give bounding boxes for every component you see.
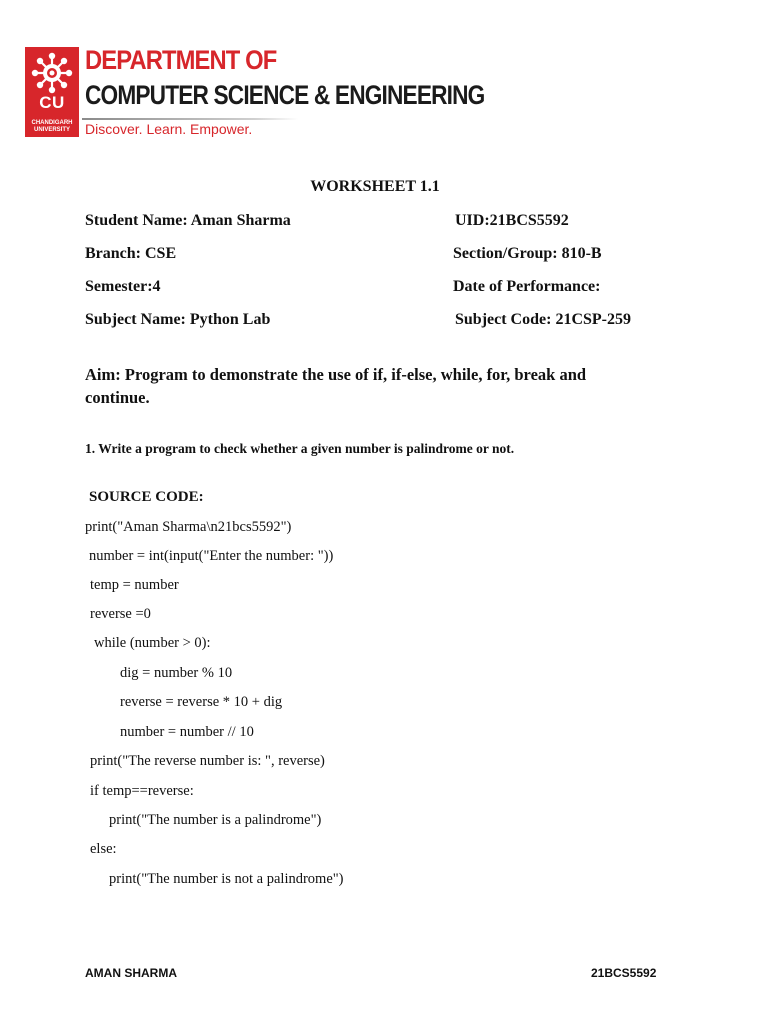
code-line: while (number > 0): bbox=[94, 635, 211, 651]
worksheet-title: WORKSHEET 1.1 bbox=[310, 178, 440, 195]
branch: Branch: CSE bbox=[85, 245, 177, 262]
header-divider bbox=[82, 118, 298, 120]
code-line: else: bbox=[90, 841, 117, 857]
code-line: print("Aman Sharma\n21bcs5592") bbox=[85, 519, 292, 535]
logo-university-name: CHANDIGARH UNIVERSITY bbox=[31, 120, 73, 133]
aim-label: Aim bbox=[85, 365, 116, 384]
subject-code: Subject Code: 21CSP-259 bbox=[455, 311, 631, 328]
footer-name: AMAN SHARMA bbox=[85, 966, 177, 980]
aim-text: : Program to demonstrate the use of if, if-else, while, for, break and continue. bbox=[85, 365, 587, 407]
section-group: Section/Group: 810-B bbox=[453, 245, 602, 262]
aim-statement bbox=[85, 363, 645, 409]
code-line: if temp==reverse: bbox=[90, 783, 194, 799]
student-uid: UID:21BCS5592 bbox=[455, 212, 569, 229]
code-line: print("The number is a palindrome") bbox=[109, 812, 322, 828]
subject-name: Subject Name: Python Lab bbox=[85, 311, 271, 328]
code-line: temp = number bbox=[90, 577, 179, 593]
code-line: number = number // 10 bbox=[120, 724, 254, 740]
code-line: number = int(input("Enter the number: ")) bbox=[89, 548, 334, 564]
code-line: reverse = reverse * 10 + dig bbox=[120, 694, 283, 710]
logo-abbrev: CU bbox=[39, 93, 65, 112]
semester: Semester:4 bbox=[85, 278, 161, 295]
student-name: Student Name: Aman Sharma bbox=[85, 212, 291, 229]
department-title-line1: DEPARTMENT OF bbox=[85, 45, 277, 75]
university-logo bbox=[25, 47, 79, 137]
source-code-heading: SOURCE CODE: bbox=[89, 489, 204, 505]
footer-uid: 21BCS5592 bbox=[591, 966, 657, 980]
code-line: print("The number is not a palindrome") bbox=[109, 871, 344, 887]
code-line: dig = number % 10 bbox=[120, 665, 233, 681]
code-line: reverse =0 bbox=[90, 606, 151, 622]
question-1: 1. Write a program to check whether a given number is palindrome or not. bbox=[85, 441, 515, 456]
gear-emblem-icon bbox=[30, 51, 74, 95]
date-of-performance: Date of Performance: bbox=[453, 278, 601, 295]
tagline: Discover. Learn. Empower. bbox=[85, 121, 253, 137]
department-title-line2: COMPUTER SCIENCE & ENGINEERING bbox=[85, 80, 485, 110]
code-line: print("The reverse number is: ", reverse) bbox=[90, 753, 325, 769]
